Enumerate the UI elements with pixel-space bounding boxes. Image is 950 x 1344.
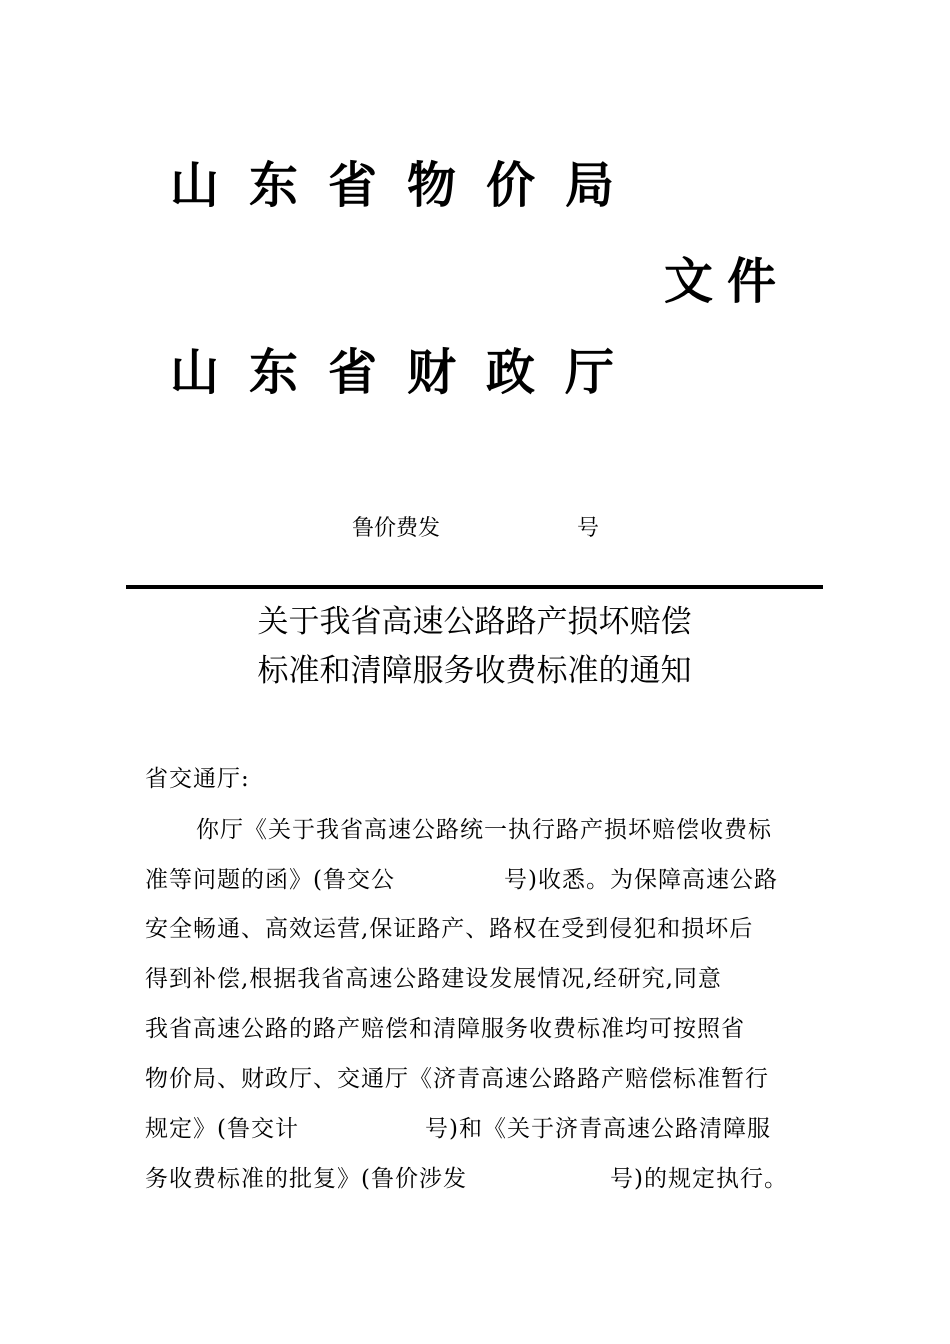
body-line-segment: 号)收悉。为保障高速公路 bbox=[504, 867, 778, 893]
body-line-segment: 号)和《关于济青高速公路清障服 bbox=[425, 1116, 771, 1142]
body-line-segment: 号)的规定执行。 bbox=[610, 1166, 788, 1192]
body-line-segment: 准等问题的函》(鲁交公 bbox=[145, 867, 395, 893]
notice-title-line-1: 关于我省高速公路路产损坏赔偿 bbox=[257, 604, 692, 640]
body-line: 得到补偿,根据我省高速公路建设发展情况,经研究,同意 bbox=[145, 966, 722, 992]
body-line: 安全畅通、高效运营,保证路产、路权在受到侵犯和损坏后 bbox=[145, 916, 754, 942]
document-label: 文件 bbox=[664, 253, 791, 310]
header-divider-rule bbox=[126, 585, 823, 589]
issuer-department-of-finance: 山东省财政厅 bbox=[170, 344, 645, 401]
body-line: 物价局、财政厅、交通厅《济青高速公路路产赔偿标准暂行 bbox=[145, 1066, 769, 1092]
issuer-bureau-of-prices: 山东省物价局 bbox=[170, 157, 645, 214]
document-number-suffix: 号 bbox=[577, 516, 600, 541]
body-line: 你厅《关于我省高速公路统一执行路产损坏赔偿收费标 bbox=[196, 817, 772, 843]
notice-title-line-2: 标准和清障服务收费标准的通知 bbox=[257, 653, 692, 689]
body-line-segment: 规定》(鲁交计 bbox=[145, 1116, 299, 1142]
salutation: 省交通厅: bbox=[145, 766, 250, 792]
document-number-prefix: 鲁价费发 bbox=[352, 516, 441, 541]
body-line-segment: 务收费标准的批复》(鲁价涉发 bbox=[145, 1166, 467, 1192]
body-line: 我省高速公路的路产赔偿和清障服务收费标准均可按照省 bbox=[145, 1016, 745, 1042]
